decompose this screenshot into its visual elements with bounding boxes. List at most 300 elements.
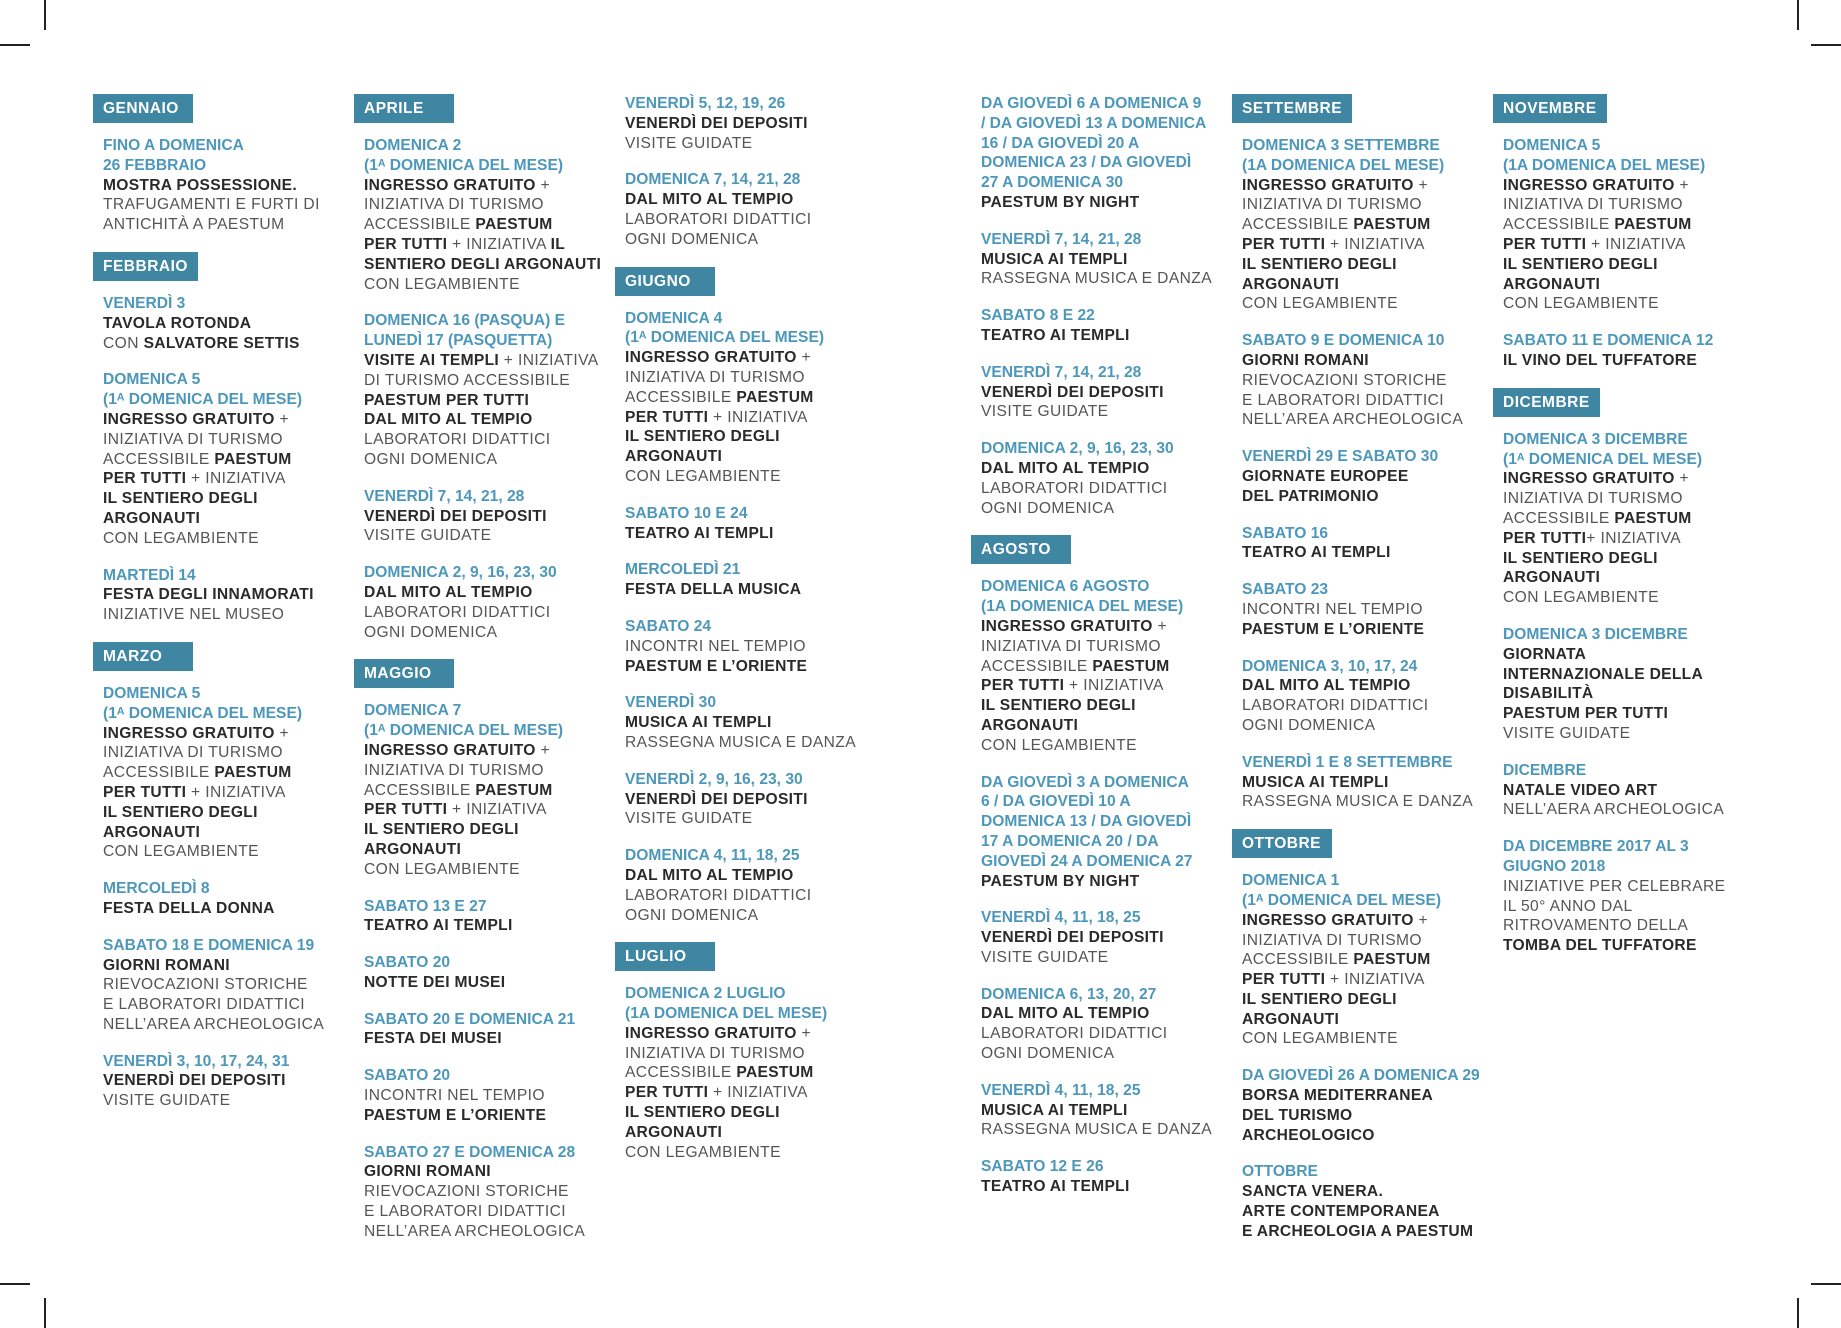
event-detail-text: INIZIATIVA DI TURISMO bbox=[1242, 931, 1422, 949]
event-title-text: DAL MITO AL TEMPIO bbox=[981, 1005, 1150, 1023]
event-line bbox=[625, 1103, 873, 1123]
event-line bbox=[1242, 351, 1490, 371]
event-line bbox=[1503, 936, 1751, 956]
event-detail-text: LABORATORI DIDATTICI bbox=[364, 431, 551, 449]
event-line bbox=[103, 956, 351, 976]
event-detail-text: + INIZIATIVA bbox=[708, 408, 808, 426]
event-line bbox=[364, 176, 612, 196]
event-detail-text: INCONTRI NEL TEMPIO bbox=[1242, 600, 1423, 618]
event-detail-text: CON LEGAMBIENTE bbox=[625, 1143, 781, 1161]
event-date: OTTOBRE bbox=[1242, 1163, 1318, 1181]
event-date: (1ᴬ DOMENICA DEL MESE) bbox=[1242, 891, 1442, 909]
event-detail-text: INIZIATIVA DI TURISMO bbox=[364, 761, 544, 779]
event-detail-text: OGNI DOMENICA bbox=[1242, 716, 1376, 734]
event-line bbox=[1242, 255, 1490, 275]
event-line bbox=[364, 255, 612, 275]
event-date: DOMENICA 7, 14, 21, 28 bbox=[625, 171, 801, 189]
event-detail-text: CON LEGAMBIENTE bbox=[1503, 295, 1659, 313]
event-date: DOMENICA 2, 9, 16, 23, 30 bbox=[364, 564, 557, 582]
event-line bbox=[1503, 588, 1751, 608]
event-date: SABATO 9 E DOMENICA 10 bbox=[1242, 332, 1445, 350]
event-title-text: PAESTUM bbox=[1353, 951, 1431, 969]
event-detail-text: OGNI DOMENICA bbox=[981, 499, 1115, 517]
event-title-text: NATALE VIDEO ART bbox=[1503, 781, 1658, 799]
event-line bbox=[364, 235, 612, 255]
event-title-text: INGRESSO GRATUITO bbox=[625, 1024, 797, 1042]
event-title-text: INGRESSO GRATUITO bbox=[1503, 470, 1675, 488]
event-entry bbox=[981, 985, 1229, 1064]
event-date: SABATO 11 E DOMENICA 12 bbox=[1503, 332, 1714, 350]
event-line bbox=[981, 872, 1229, 892]
event-detail-text: + INIZIATIVA bbox=[1325, 971, 1425, 989]
event-line bbox=[1242, 1222, 1490, 1242]
event-entry bbox=[1242, 753, 1490, 812]
event-date: VENERDÌ 3 bbox=[103, 294, 186, 312]
event-line bbox=[103, 605, 351, 625]
event-title-text: TEATRO AI TEMPLI bbox=[364, 917, 513, 935]
event-line bbox=[103, 823, 351, 843]
event-detail-text: ACCESSIBILE bbox=[103, 450, 215, 468]
calendar-column-4 bbox=[981, 94, 1229, 1214]
event-title-text: ARGONAUTI bbox=[1242, 1010, 1340, 1028]
event-entry bbox=[364, 563, 612, 642]
month-header: APRILE bbox=[354, 94, 454, 123]
event-line bbox=[625, 886, 873, 906]
event-detail-text: VISITE GUIDATE bbox=[981, 403, 1109, 421]
event-date: MERCOLEDÌ 8 bbox=[103, 880, 210, 898]
event-title-text: INGRESSO GRATUITO bbox=[625, 349, 797, 367]
event-date: DOMENICA 4 bbox=[625, 309, 723, 327]
event-title-text: PAESTUM E L’ORIENTE bbox=[625, 657, 808, 675]
event-title-text: SENTIERO DEGLI ARGONAUTI bbox=[364, 255, 602, 273]
event-date: 16 / DA GIOVEDÌ 20 A bbox=[981, 134, 1140, 152]
event-entry bbox=[1503, 331, 1751, 371]
event-date: VENERDÌ 7, 14, 21, 28 bbox=[364, 487, 525, 505]
event-detail-text: ACCESSIBILE bbox=[364, 781, 476, 799]
event-entry bbox=[103, 566, 351, 625]
event-detail-text: NELL’AREA ARCHEOLOGICA bbox=[103, 1015, 325, 1033]
event-detail-text: + INIZIATIVA bbox=[499, 351, 599, 369]
event-line bbox=[625, 733, 873, 753]
event-date: DOMENICA 3, 10, 17, 24 bbox=[1242, 657, 1418, 675]
month-header: GIUGNO bbox=[615, 267, 715, 296]
event-title-text: PER TUTTI bbox=[364, 235, 448, 253]
event-line bbox=[981, 928, 1229, 948]
event-line bbox=[981, 948, 1229, 968]
event-title-text: MOSTRA POSSESSIONE. bbox=[103, 176, 298, 194]
event-title-text: PAESTUM bbox=[736, 388, 814, 406]
event-line bbox=[981, 1024, 1229, 1044]
event-line bbox=[103, 410, 351, 430]
event-title-text: PAESTUM PER TUTTI bbox=[1503, 705, 1669, 723]
event-date: DOMENICA 2, 9, 16, 23, 30 bbox=[981, 440, 1174, 458]
event-date: DICEMBRE bbox=[1503, 761, 1587, 779]
event-line bbox=[364, 215, 612, 235]
event-date: VENERDÌ 1 E 8 SETTEMBRE bbox=[1242, 753, 1453, 771]
event-line bbox=[1242, 676, 1490, 696]
event-line bbox=[364, 371, 612, 391]
event-entry bbox=[364, 701, 612, 879]
event-detail-text: DI TURISMO ACCESSIBILE bbox=[364, 371, 571, 389]
event-detail-text: + INIZIATIVA bbox=[1064, 677, 1164, 695]
event-date: SABATO 16 bbox=[1242, 524, 1329, 542]
event-entry bbox=[981, 363, 1229, 422]
event-title-text: PAESTUM bbox=[1614, 509, 1692, 527]
event-line bbox=[1242, 1029, 1490, 1049]
event-title-text: INGRESSO GRATUITO bbox=[1242, 911, 1414, 929]
event-title-text: GIORNATA bbox=[1503, 645, 1587, 663]
event-line bbox=[981, 617, 1229, 637]
event-title-text: PAESTUM bbox=[214, 764, 292, 782]
event-title-text: IL SENTIERO DEGLI bbox=[1503, 549, 1658, 567]
event-title-text: INGRESSO GRATUITO bbox=[364, 741, 536, 759]
month-header: NOVEMBRE bbox=[1493, 94, 1607, 123]
event-title-text: PER TUTTI bbox=[364, 801, 448, 819]
event-entry bbox=[103, 684, 351, 862]
event-detail-text: NELL’AREA ARCHEOLOGICA bbox=[364, 1222, 586, 1240]
event-date: SABATO 13 E 27 bbox=[364, 897, 487, 915]
event-line bbox=[981, 479, 1229, 499]
crop-mark bbox=[44, 1298, 46, 1328]
event-line bbox=[1242, 195, 1490, 215]
event-line bbox=[364, 430, 612, 450]
event-title-text: TEATRO AI TEMPLI bbox=[1242, 544, 1391, 562]
event-line bbox=[625, 637, 873, 657]
event-date: VENERDÌ 29 E SABATO 30 bbox=[1242, 448, 1439, 466]
event-detail-text: + INIZIATIVA bbox=[447, 235, 551, 253]
event-detail-text: OGNI DOMENICA bbox=[981, 1045, 1115, 1063]
event-date: DOMENICA 6, 13, 20, 27 bbox=[981, 985, 1157, 1003]
event-title-text: FESTA DELLA MUSICA bbox=[625, 581, 802, 599]
event-title-text: DEL TURISMO bbox=[1242, 1106, 1353, 1124]
event-detail-text: + INIZIATIVA bbox=[1586, 529, 1682, 547]
event-date: DOMENICA 3 DICEMBRE bbox=[1503, 430, 1688, 448]
event-line bbox=[1242, 371, 1490, 391]
event-date: LUNEDÌ 17 (PASQUETTA) bbox=[364, 332, 553, 350]
event-entry bbox=[103, 936, 351, 1035]
event-line bbox=[981, 676, 1229, 696]
event-line bbox=[1242, 235, 1490, 255]
event-entry bbox=[981, 306, 1229, 346]
event-line bbox=[1503, 235, 1751, 255]
event-line bbox=[981, 696, 1229, 716]
event-entry bbox=[364, 487, 612, 546]
event-date: VENERDÌ 4, 11, 18, 25 bbox=[981, 909, 1141, 927]
event-line bbox=[625, 790, 873, 810]
event-title-text: PAESTUM BY NIGHT bbox=[981, 872, 1140, 890]
event-date: (1ᴬ DOMENICA DEL MESE) bbox=[364, 722, 564, 740]
event-entry bbox=[1242, 136, 1490, 314]
event-title-text: PER TUTTI bbox=[625, 1084, 709, 1102]
event-line bbox=[1242, 487, 1490, 507]
event-date: VENERDÌ 4, 11, 18, 25 bbox=[981, 1081, 1141, 1099]
event-title-text: IL SENTIERO DEGLI bbox=[1242, 255, 1397, 273]
event-date: VENERDÌ 2, 9, 16, 23, 30 bbox=[625, 770, 803, 788]
event-line bbox=[625, 408, 873, 428]
event-detail-text: + bbox=[1413, 911, 1428, 929]
event-detail-text: CON LEGAMBIENTE bbox=[625, 467, 781, 485]
event-date: DOMENICA 13 / DA GIOVEDÌ bbox=[981, 813, 1192, 831]
event-line bbox=[981, 269, 1229, 289]
event-detail-text: INIZIATIVA DI TURISMO bbox=[625, 368, 805, 386]
event-detail-text: INIZIATIVA DI TURISMO bbox=[981, 637, 1161, 655]
event-line bbox=[981, 1177, 1229, 1197]
event-title-text: PER TUTTI bbox=[981, 677, 1065, 695]
calendar-column-5 bbox=[1242, 94, 1490, 1259]
event-line bbox=[364, 1182, 612, 1202]
event-date: DOMENICA 1 bbox=[1242, 872, 1340, 890]
crop-mark bbox=[1811, 44, 1841, 46]
event-detail-text: ACCESSIBILE bbox=[103, 764, 215, 782]
event-line bbox=[1503, 568, 1751, 588]
event-title-text: INGRESSO GRATUITO bbox=[1242, 176, 1414, 194]
month-header: FEBBRAIO bbox=[93, 252, 198, 281]
event-date: SABATO 20 bbox=[364, 954, 451, 972]
event-title-text: IL SENTIERO DEGLI bbox=[625, 1104, 780, 1122]
event-date: SABATO 8 E 22 bbox=[981, 307, 1095, 325]
event-line bbox=[625, 388, 873, 408]
event-date: VENERDÌ 7, 14, 21, 28 bbox=[981, 363, 1142, 381]
event-detail-text: INIZIATIVA DI TURISMO bbox=[625, 1044, 805, 1062]
event-title-text: PER TUTTI bbox=[103, 470, 187, 488]
event-detail-text: + bbox=[535, 741, 550, 759]
event-title-text: DEL PATRIMONIO bbox=[1242, 487, 1379, 505]
event-title-text: VISITE AI TEMPLI bbox=[364, 351, 500, 369]
event-line bbox=[1242, 275, 1490, 295]
event-detail-text: + INIZIATIVA bbox=[186, 783, 286, 801]
event-detail-text: RASSEGNA MUSICA E DANZA bbox=[981, 1121, 1213, 1139]
event-line bbox=[103, 995, 351, 1015]
event-detail-text: E LABORATORI DIDATTICI bbox=[1242, 391, 1445, 409]
event-title-text: IL SENTIERO DEGLI bbox=[625, 428, 780, 446]
event-detail-text: RASSEGNA MUSICA E DANZA bbox=[625, 733, 857, 751]
event-title-text: DISABILITÀ bbox=[1503, 685, 1594, 703]
event-detail-text: TRAFUGAMENTI E FURTI DI bbox=[103, 196, 320, 214]
event-date: DOMENICA 5 bbox=[103, 684, 201, 702]
event-detail-text: + INIZIATIVA bbox=[1586, 235, 1686, 253]
event-line bbox=[1503, 781, 1751, 801]
event-line bbox=[1503, 549, 1751, 569]
event-entry bbox=[625, 770, 873, 829]
event-title-text: PER TUTTI bbox=[1503, 529, 1587, 547]
event-date: 6 / DA GIOVEDÌ 10 A bbox=[981, 793, 1131, 811]
event-title-text: PER TUTTI bbox=[1242, 971, 1326, 989]
event-title-text: IL SENTIERO DEGLI bbox=[1242, 990, 1397, 1008]
event-line bbox=[364, 1222, 612, 1242]
event-line bbox=[103, 195, 351, 215]
event-line bbox=[981, 193, 1229, 213]
event-line bbox=[625, 230, 873, 250]
event-line bbox=[1503, 645, 1751, 665]
event-date: (1A DOMENICA DEL MESE) bbox=[981, 598, 1184, 616]
event-entry bbox=[1242, 871, 1490, 1049]
event-line bbox=[103, 176, 351, 196]
event-detail-text: IL 50° ANNO DAL bbox=[1503, 897, 1633, 915]
event-entry bbox=[625, 560, 873, 600]
event-date: (1A DOMENICA DEL MESE) bbox=[625, 1005, 828, 1023]
event-entry bbox=[1242, 1162, 1490, 1241]
event-line bbox=[981, 383, 1229, 403]
event-line bbox=[364, 741, 612, 761]
month-header: SETTEMBRE bbox=[1232, 94, 1352, 123]
event-line bbox=[364, 1029, 612, 1049]
event-entry bbox=[364, 1010, 612, 1050]
event-date: GIUGNO 2018 bbox=[1503, 857, 1606, 875]
event-line bbox=[1242, 1086, 1490, 1106]
event-line bbox=[364, 391, 612, 411]
event-detail-text: ACCESSIBILE bbox=[981, 657, 1093, 675]
event-date: GIOVEDÌ 24 A DOMENICA 27 bbox=[981, 852, 1193, 870]
calendar-column-3 bbox=[625, 94, 873, 1179]
event-line bbox=[103, 743, 351, 763]
event-title-text: FESTA DEI MUSEI bbox=[364, 1030, 502, 1048]
event-date: DA DICEMBRE 2017 AL 3 bbox=[1503, 838, 1689, 856]
event-detail-text: CON LEGAMBIENTE bbox=[364, 275, 520, 293]
event-title-text: PAESTUM E L’ORIENTE bbox=[364, 1106, 547, 1124]
event-title-text: VENERDÌ DEI DEPOSITI bbox=[625, 790, 808, 808]
event-entry bbox=[981, 230, 1229, 289]
event-title-text: PAESTUM bbox=[475, 781, 553, 799]
event-entry bbox=[364, 897, 612, 937]
event-detail-text: VISITE GUIDATE bbox=[364, 527, 492, 545]
event-line bbox=[981, 1120, 1229, 1140]
calendar-column-2 bbox=[364, 94, 612, 1259]
event-entry bbox=[981, 577, 1229, 755]
event-detail-text: RIEVOCAZIONI STORICHE bbox=[364, 1183, 569, 1201]
month-header: MARZO bbox=[93, 642, 193, 671]
event-title-text: DAL MITO AL TEMPIO bbox=[364, 411, 533, 429]
event-title-text: FESTA DEGLI INNAMORATI bbox=[103, 586, 314, 604]
event-line bbox=[1242, 215, 1490, 235]
event-title-text: TOMBA DEL TUFFATORE bbox=[1503, 937, 1697, 955]
event-entry bbox=[981, 439, 1229, 518]
event-date: VENERDÌ 5, 12, 19, 26 bbox=[625, 95, 786, 112]
event-line bbox=[1242, 990, 1490, 1010]
event-entry bbox=[1503, 761, 1751, 820]
event-line bbox=[1503, 351, 1751, 371]
event-line bbox=[1503, 509, 1751, 529]
event-date: DOMENICA 23 / DA GIOVEDÌ bbox=[981, 154, 1192, 172]
event-line bbox=[364, 526, 612, 546]
event-line bbox=[364, 275, 612, 295]
event-detail-text: ACCESSIBILE bbox=[625, 1064, 737, 1082]
event-title-text: IL SENTIERO DEGLI bbox=[103, 803, 258, 821]
event-entry bbox=[1503, 625, 1751, 744]
event-date: (1A DOMENICA DEL MESE) bbox=[1242, 156, 1445, 174]
event-line bbox=[1242, 696, 1490, 716]
month-header: MAGGIO bbox=[354, 659, 454, 688]
event-detail-text: INIZIATIVA DI TURISMO bbox=[1242, 196, 1422, 214]
event-line bbox=[1242, 467, 1490, 487]
event-detail-text: + INIZIATIVA bbox=[447, 801, 547, 819]
event-line bbox=[981, 1004, 1229, 1024]
month-header: DICEMBRE bbox=[1493, 388, 1600, 417]
event-line bbox=[625, 906, 873, 926]
event-entry bbox=[625, 984, 873, 1162]
event-detail-text: OGNI DOMENICA bbox=[364, 450, 498, 468]
event-line bbox=[364, 860, 612, 880]
event-line bbox=[364, 410, 612, 430]
event-line bbox=[103, 314, 351, 334]
event-line bbox=[1503, 469, 1751, 489]
crop-mark bbox=[1797, 1298, 1799, 1328]
month-header: OTTOBRE bbox=[1232, 829, 1332, 858]
event-line bbox=[1242, 600, 1490, 620]
event-line bbox=[625, 866, 873, 886]
event-title-text: GIORNI ROMANI bbox=[1242, 351, 1369, 369]
event-date: DA GIOVEDÌ 26 A DOMENICA 29 bbox=[1242, 1067, 1480, 1085]
event-line bbox=[1242, 1010, 1490, 1030]
event-line bbox=[364, 1162, 612, 1182]
event-detail-text: + INIZIATIVA bbox=[186, 470, 286, 488]
event-title-text: MUSICA AI TEMPLI bbox=[1242, 773, 1389, 791]
event-date: SABATO 18 E DOMENICA 19 bbox=[103, 936, 315, 954]
event-detail-text: INCONTRI NEL TEMPIO bbox=[625, 637, 806, 655]
event-line bbox=[103, 724, 351, 744]
event-date: DA GIOVEDÌ 6 A DOMENICA 9 bbox=[981, 95, 1202, 112]
event-entry bbox=[364, 311, 612, 469]
event-line bbox=[364, 507, 612, 527]
event-title-text: ARCHEOLOGICO bbox=[1242, 1126, 1375, 1144]
event-detail-text: NELL’AERA ARCHEOLOGICA bbox=[1503, 801, 1725, 819]
event-date: DOMENICA 2 bbox=[364, 137, 462, 154]
event-date: SABATO 24 bbox=[625, 617, 712, 635]
event-entry bbox=[625, 846, 873, 925]
event-date: SABATO 12 E 26 bbox=[981, 1158, 1104, 1176]
event-line bbox=[364, 351, 612, 371]
event-title-text: IL SENTIERO DEGLI bbox=[1503, 255, 1658, 273]
event-detail-text: CON bbox=[103, 334, 144, 352]
event-line bbox=[103, 763, 351, 783]
event-line bbox=[1503, 800, 1751, 820]
event-detail-text: LABORATORI DIDATTICI bbox=[981, 479, 1168, 497]
event-title-text: VENERDÌ DEI DEPOSITI bbox=[103, 1072, 286, 1090]
event-title-text: ARGONAUTI bbox=[625, 448, 723, 466]
event-title-text: INTERNAZIONALE DELLA bbox=[1503, 665, 1704, 683]
event-title-text: INGRESSO GRATUITO bbox=[981, 617, 1153, 635]
event-line bbox=[625, 580, 873, 600]
event-date: MERCOLEDÌ 21 bbox=[625, 561, 741, 579]
event-title-text: SALVATORE SETTIS bbox=[143, 334, 300, 352]
event-title-text: IL VINO DEL TUFFATORE bbox=[1503, 351, 1698, 369]
event-entry bbox=[981, 773, 1229, 892]
event-date: (1ᴬ DOMENICA DEL MESE) bbox=[1503, 450, 1703, 468]
event-line bbox=[364, 973, 612, 993]
event-date: 17 A DOMENICA 20 / DA bbox=[981, 832, 1159, 850]
event-title-text: GIORNI ROMANI bbox=[364, 1163, 491, 1181]
event-line bbox=[625, 657, 873, 677]
event-line bbox=[1242, 716, 1490, 736]
event-line bbox=[1503, 215, 1751, 235]
crop-mark bbox=[1811, 1283, 1841, 1285]
event-title-text: VENERDÌ DEI DEPOSITI bbox=[981, 929, 1164, 947]
event-detail-text: INIZIATIVA DI TURISMO bbox=[364, 196, 544, 214]
event-detail-text: + INIZIATIVA bbox=[1325, 235, 1425, 253]
event-line bbox=[364, 195, 612, 215]
event-detail-text: CON LEGAMBIENTE bbox=[103, 843, 259, 861]
event-title-text: TEATRO AI TEMPLI bbox=[981, 1178, 1130, 1196]
event-detail-text: ACCESSIBILE bbox=[1242, 951, 1354, 969]
event-line bbox=[103, 430, 351, 450]
event-line bbox=[1242, 410, 1490, 430]
event-entry bbox=[1242, 657, 1490, 736]
event-entry bbox=[625, 94, 873, 153]
event-detail-text: + bbox=[535, 176, 550, 194]
event-line bbox=[103, 215, 351, 235]
crop-mark bbox=[0, 1283, 30, 1285]
event-entry bbox=[981, 1081, 1229, 1140]
event-date: DOMENICA 3 SETTEMBRE bbox=[1242, 137, 1440, 154]
